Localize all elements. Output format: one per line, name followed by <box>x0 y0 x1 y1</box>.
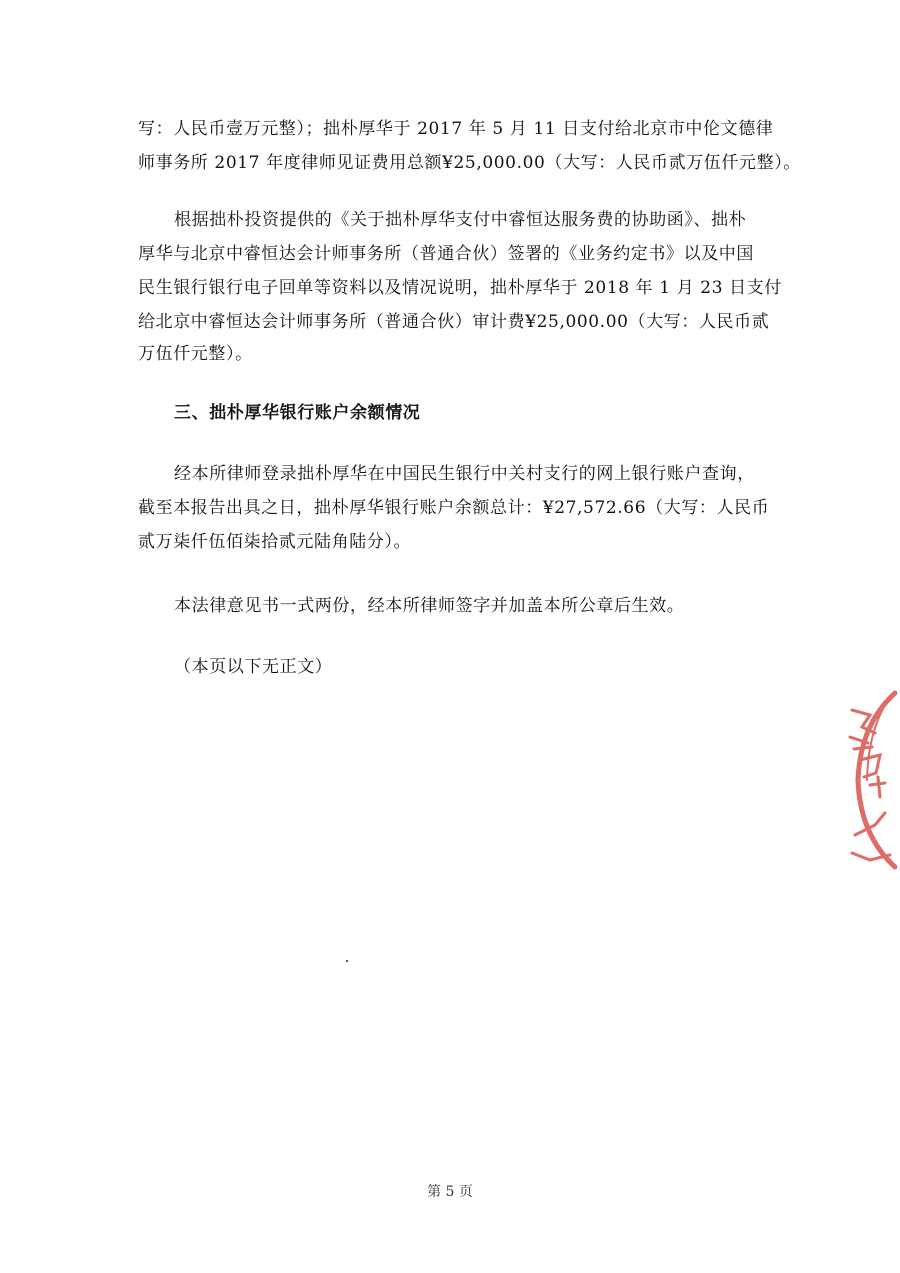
paragraph-4: 本法律意见书一式两份，经本所律师签字并加盖本所公章后生效。 <box>174 596 685 616</box>
section-heading-3: 三、拙朴厚华银行账户余额情况 <box>174 403 421 423</box>
paragraph-2-line-2: 厚华与北京中睿恒达会计师事务所（普通合伙）签署的《业务约定书》以及中国 <box>138 244 754 264</box>
no-further-text-note: （本页以下无正文） <box>174 657 333 677</box>
paragraph-3-line-1: 经本所律师登录拙朴厚华在中国民生银行中关村支行的网上银行账户查询， <box>174 464 755 484</box>
paragraph-2-line-1: 根据拙朴投资提供的《关于拙朴厚华支付中睿恒达服务费的协助函》、拙朴 <box>174 210 747 230</box>
paragraph-3-line-2: 截至本报告出具之日，拙朴厚华银行账户余额总计：¥27,572.66（大写：人民币 <box>138 498 770 518</box>
paragraph-1-line-2: 师事务所 2017 年度律师见证费用总额¥25,000.00（大写：人民币贰万伍仟元整）。 <box>138 153 801 173</box>
seal-stamp-graphic <box>840 685 900 875</box>
paragraph-2-line-3: 民生银行银行电子回单等资料以及情况说明，拙朴厚华于 2018 年 1 月 23 日支付 <box>138 278 782 298</box>
paragraph-2-line-4: 给北京中睿恒达会计师事务所（普通合伙）审计费¥25,000.00（大写：人民币贰 <box>138 312 770 332</box>
page-number: 第 5 页 <box>427 1184 473 1200</box>
paragraph-3-line-3: 贰万柒仟伍佰柒拾贰元陆角陆分）。 <box>138 532 412 552</box>
stray-mark <box>346 960 348 962</box>
paragraph-2-line-5: 万伍仟元整）。 <box>138 344 253 364</box>
paragraph-1-line-1: 写：人民币壹万元整）；拙朴厚华于 2017 年 5 月 11 日支付给北京市中伦文德律 <box>138 119 774 139</box>
seal-stamp-partial <box>840 685 900 875</box>
